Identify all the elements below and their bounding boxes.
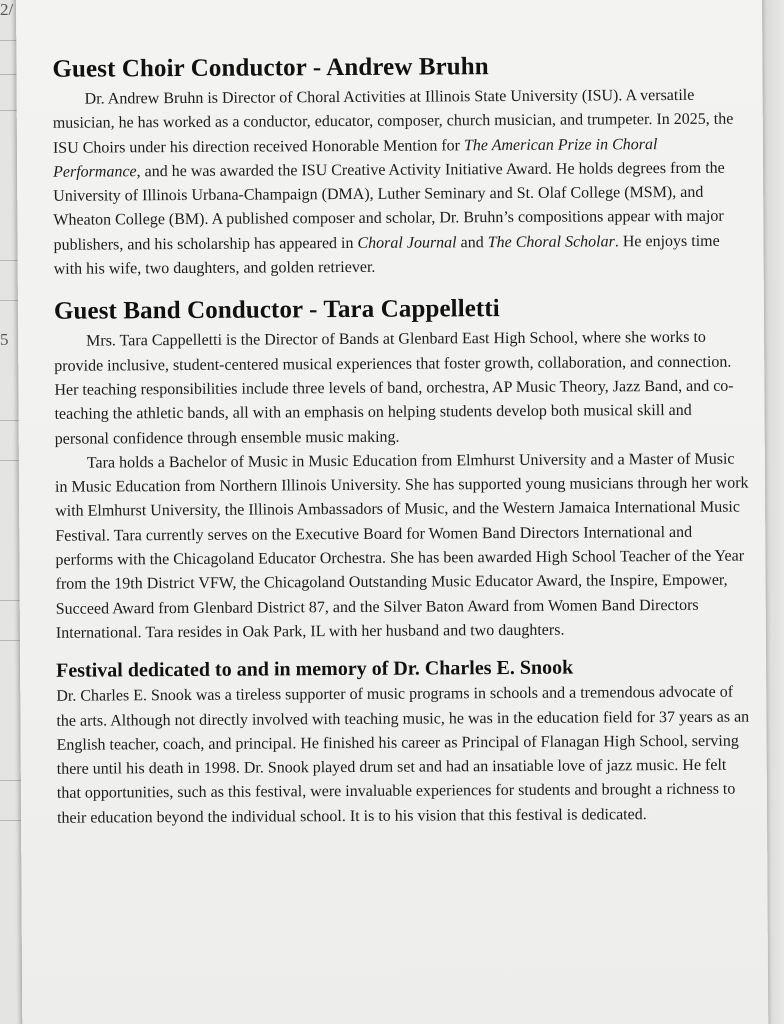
- bio-text: , and he was awarded the ISU Creative Activity Initiative Award. He holds degrees from the University of Illinois Urbana-Champaign (DMA), Luther Seminary and St. Olaf College (MSM), and Wheaton College (BM). A published composer and scholar, Dr. Bruhn’s compositions appear with major publishers, and his scholarship has appeared in: [53, 159, 725, 254]
- choir-conductor-section: [52, 52, 747, 283]
- page-content: [52, 52, 751, 831]
- dedication-text: Dr. Charles E. Snook was a tireless supporter of music programs in schools and a tremendous advocate of the arts. Although not directly involved with teaching music, he was in the education field for 37 years as an English teacher, coach, and principal. He finished his career as Principal of Flanagan High School, serving there until his death in 1998. Dr. Snook played drum set and had an insatiable love of jazz music. He felt that opportunities, such as this festival, were invaluable experiences for students and brought a richness to their education beyond the individual school. It is to his vision that this festival is dedicated.: [56, 683, 750, 827]
- program-page: [16, 0, 768, 1024]
- dedication-heading: Festival dedicated to and in memory of Dr. Charles E. Snook: [56, 656, 574, 683]
- bio-text: . He enjoys time with his wife, two daughters, and golden retriever.: [53, 232, 720, 278]
- margin-mark-mid: 5: [0, 330, 9, 349]
- band-conductor-bio-1: Mrs. Tara Cappelletti is the Director of Bands at Glenbard East High School, where she works to provide inclusive, student-centered musical experiences that foster growth, collaboration, and connection. Her teaching responsibilities include three levels of band, orchestra, AP Music Theory, Jazz Band, and co-teaching the athletic bands, all with an emphasis on helping students develop both musical skill and personal confidence through ensemble music making.: [54, 329, 734, 448]
- band-conductor-bio-2: Tara holds a Bachelor of Music in Music Education from Elmhurst University and a Master of Music in Music Education from Northern Illinois University. She has supported young musicians through her work with Elmhurst University, the Illinois Ambassadors of Music, and the Western Jamaica International Music Festival. Tara currently serves on the Executive Board for Women Band Directors International and performs with the Chicagoland Educator Orchestra. She has been awarded High School Teacher of the Year from the 19th District VFW, the Chicagoland Outstanding Music Educator Award, the Inspire, Empower, Succeed Award from Glenbard District 87, and the Silver Baton Award from Women Band Directors International. Tara resides in Oak Park, IL with her husband and two daughters.: [54, 450, 749, 642]
- journal-title: Choral Journal: [357, 234, 457, 252]
- band-conductor-section: [54, 294, 750, 646]
- bio-text: and: [456, 233, 488, 252]
- journal-title: The Choral Scholar: [487, 233, 615, 251]
- choir-conductor-heading: Guest Choir Conductor - Andrew Bruhn: [52, 53, 489, 83]
- band-conductor-heading: Guest Band Conductor - Tara Cappelletti: [53, 295, 500, 326]
- margin-mark-top: 2/: [0, 0, 14, 19]
- choir-conductor-bio: [53, 84, 748, 283]
- dedication-section: [56, 656, 751, 831]
- award-title: The American Prize in Choral Performance: [53, 135, 658, 181]
- bio-text: Dr. Andrew Bruhn is Director of Choral Activities at Illinois State University (ISU). A versatile musician, he has worked as a conductor, educator, composer, church musician, and trumpeter. In 2025, the ISU Choirs under his direction received Honorable Mention for: [52, 86, 734, 157]
